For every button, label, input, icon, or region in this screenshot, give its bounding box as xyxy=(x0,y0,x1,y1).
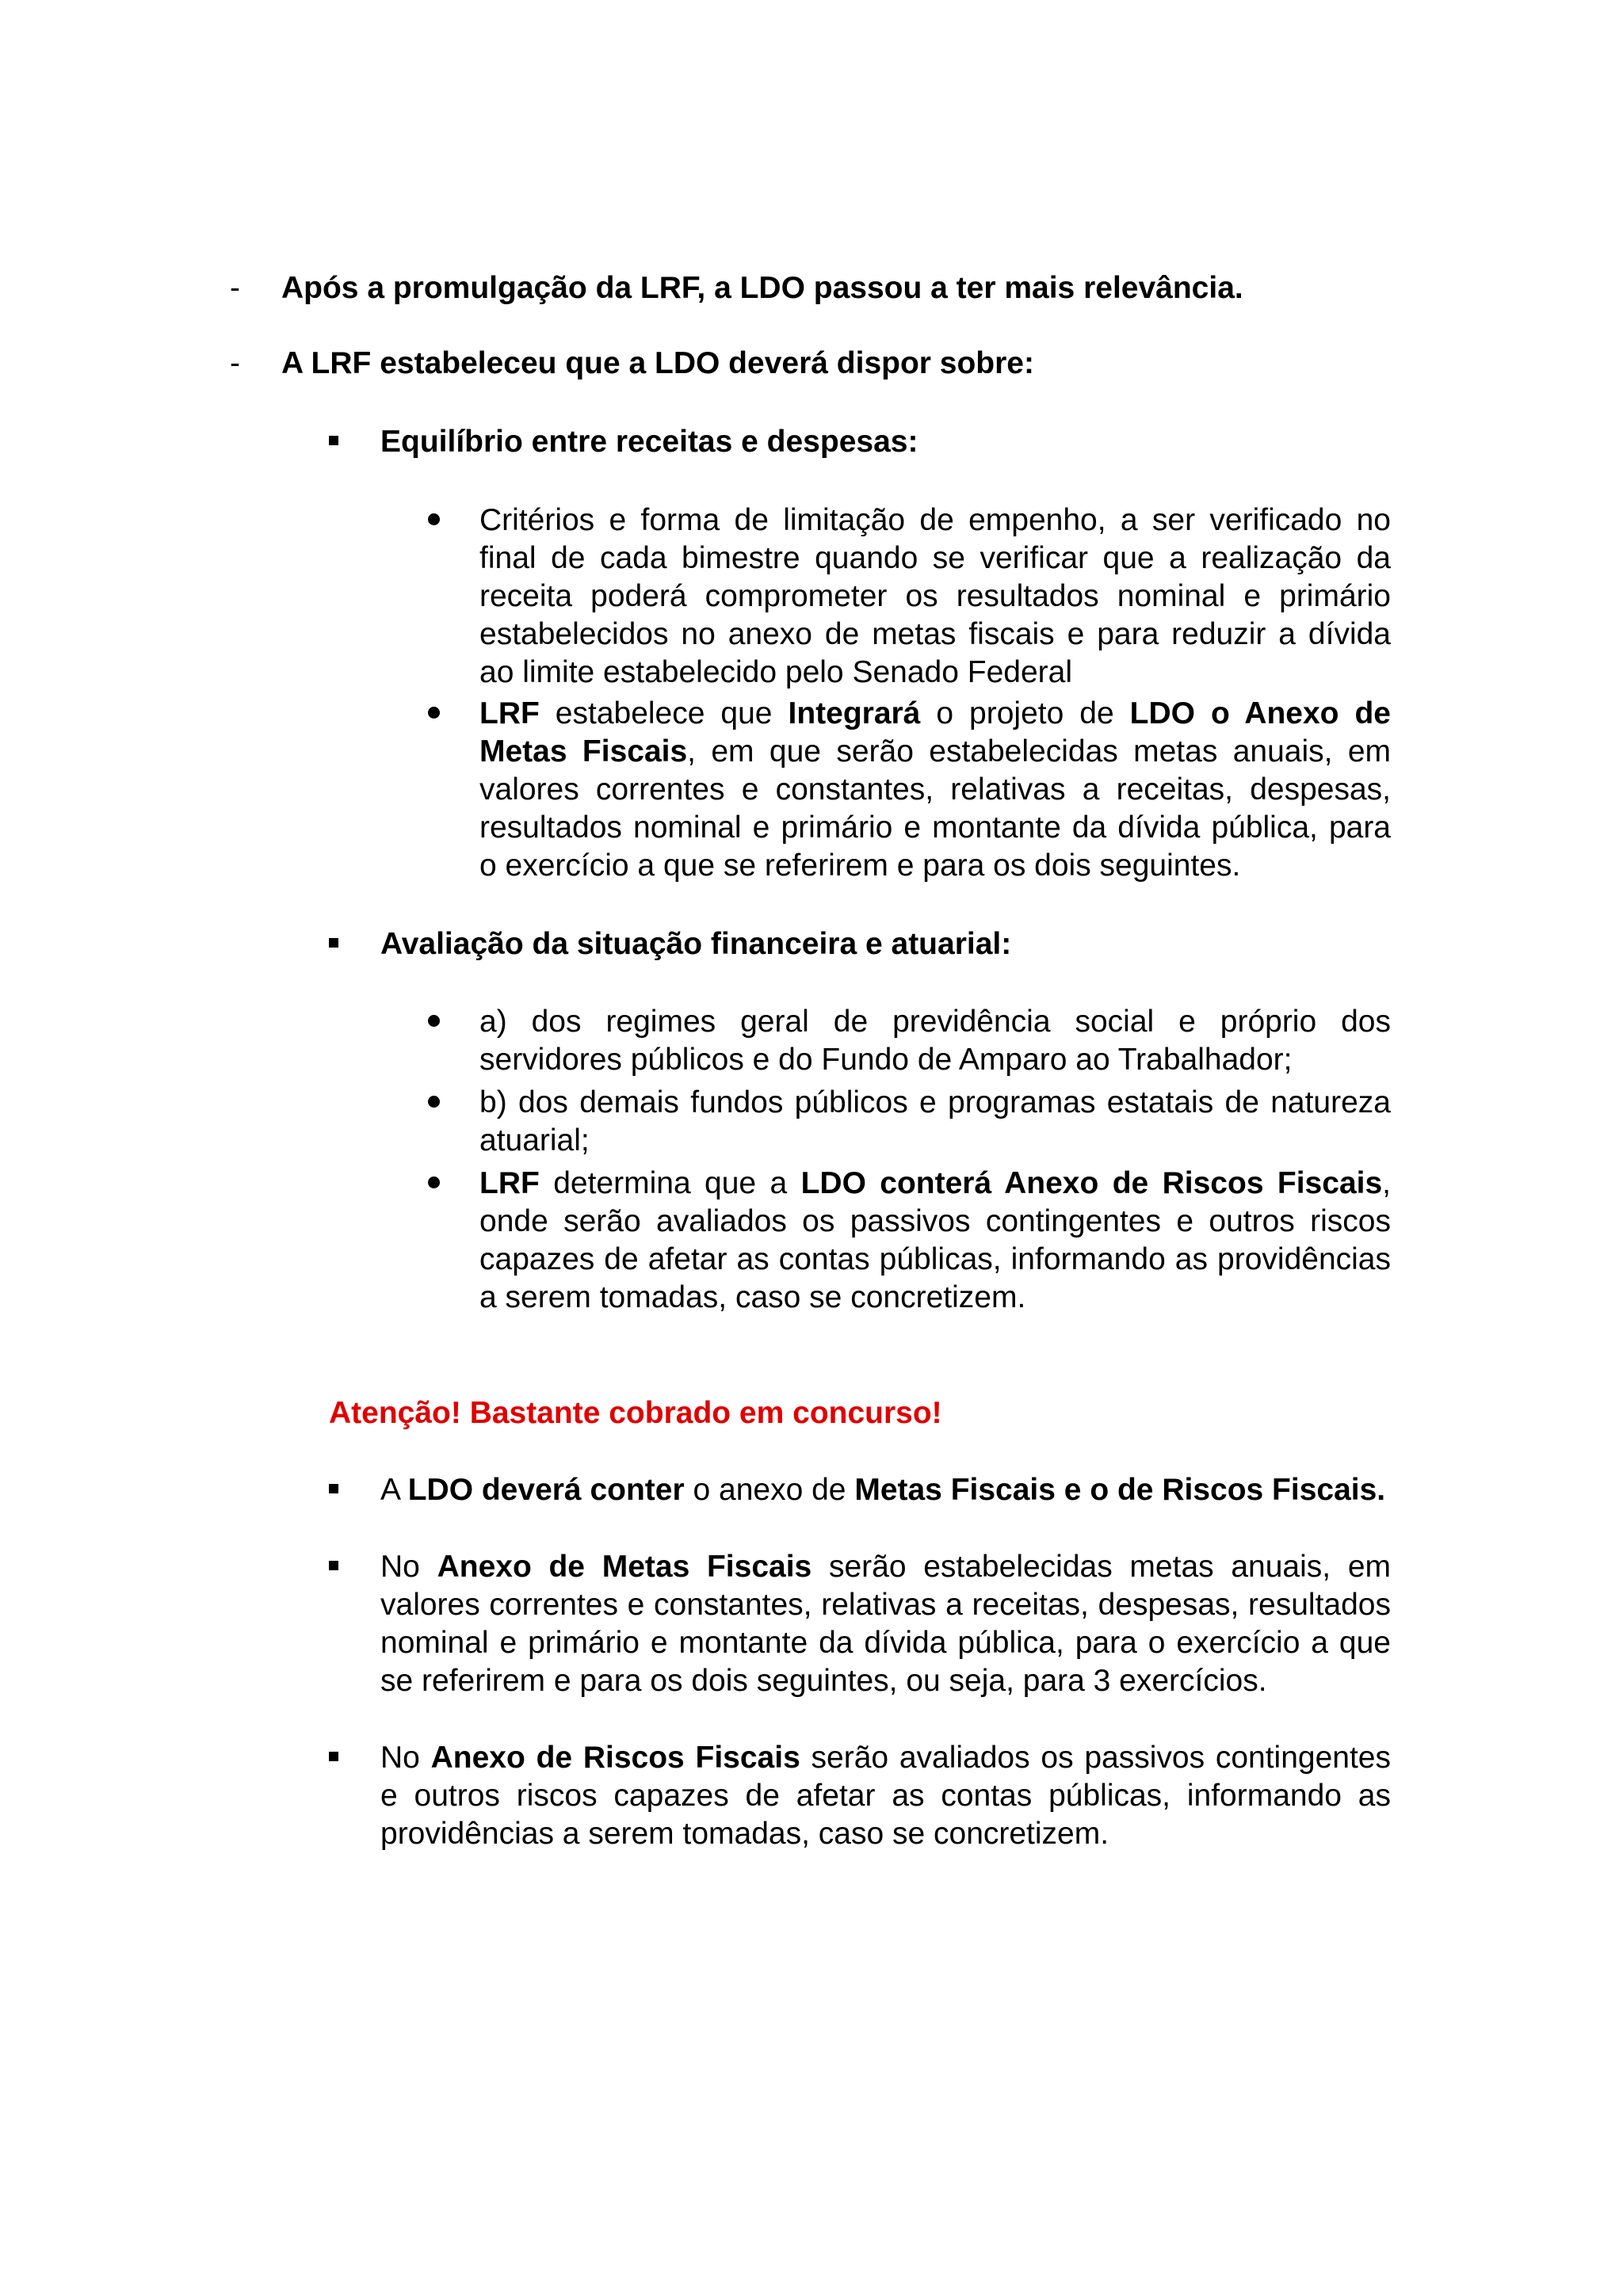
round-bullet-icon xyxy=(428,513,440,525)
square-bullet-icon xyxy=(329,938,338,948)
summary-item-2 xyxy=(329,1548,1391,1700)
bold-text: LDO conterá Anexo de Riscos Fiscais xyxy=(800,1166,1383,1200)
section-1-heading-text: Equilíbrio entre receitas e despesas: xyxy=(380,425,918,459)
section-2-bullet-2-text: b) dos demais fundos públicos e programas estatais de natureza atuarial; xyxy=(479,1085,1391,1158)
round-bullet-icon xyxy=(428,1015,440,1027)
summary-item-3 xyxy=(329,1739,1391,1853)
section-2-heading xyxy=(329,925,1391,963)
section-1-bullet-1 xyxy=(428,502,1391,692)
bold-text: Anexo de Riscos Fiscais xyxy=(430,1741,800,1775)
section-2-bullet-3 xyxy=(428,1165,1391,1317)
section-1-heading xyxy=(329,423,1391,461)
summary-item-3-text: No Anexo de Riscos Fiscais serão avaliados os passivos contingentes e outros riscos capazes de afetar as contas públicas, informando as providências a serem tomadas, caso se concretizem. xyxy=(380,1741,1391,1851)
bold-text: LDO deverá conter xyxy=(407,1473,685,1507)
section-2-bullet-1-text: a) dos regimes geral de previdência social e próprio dos servidores públicos e do Fundo de Amparo ao Trabalhador; xyxy=(479,1005,1391,1077)
square-bullet-icon xyxy=(329,1561,338,1570)
section-1-bullet-1-text: Critérios e forma de limitação de empenho, a ser verificado no final de cada bimestre quando se verificar que a realização da receita poderá comprometer os resultados nominal e primário estabelecidos no anexo de metas fiscais e para reduzir a dívida ao limite estabelecido pelo Senado Federal xyxy=(479,503,1391,689)
attention-note: Atenção! Bastante cobrado em concurso! xyxy=(329,1396,942,1430)
square-bullet-icon xyxy=(329,1752,338,1761)
bold-text: LDO o Anexo de Metas Fiscais xyxy=(479,696,1391,769)
intro-item-2-text: A LRF estabeleceu que a LDO deverá dispor sobre: xyxy=(281,346,1034,380)
round-bullet-icon xyxy=(428,1177,440,1188)
dash-marker: - xyxy=(230,346,240,380)
section-1-bullet-2 xyxy=(428,695,1391,885)
round-bullet-icon xyxy=(428,707,440,719)
section-1-bullet-2-text: LRF estabelece que Integrará o projeto de LDO o Anexo de Metas Fiscais, em que serão estabelecidas metas anuais, em valores correntes e constantes, relativas a receitas, despesas, resultados nominal e primário e montante da dívida pública, para o exercício a que se referirem e para os dois seguintes. xyxy=(479,696,1391,883)
dash-marker: - xyxy=(230,271,240,305)
section-2-heading-text: Avaliação da situação financeira e atuarial: xyxy=(380,927,1012,961)
summary-item-1 xyxy=(329,1471,1391,1509)
square-bullet-icon xyxy=(329,436,338,445)
bold-text: LRF xyxy=(479,696,540,730)
bold-text: Metas Fiscais e o de Riscos Fiscais. xyxy=(854,1473,1386,1507)
bold-text: Integrará xyxy=(788,696,921,730)
intro-item-1-text: Após a promulgação da LRF, a LDO passou a ter mais relevância. xyxy=(281,271,1243,305)
section-2-bullet-3-text: LRF determina que a LDO conterá Anexo de Riscos Fiscais, onde serão avaliados os passivos contingentes e outros riscos capazes de afetar as contas públicas, informando as providências a serem tomadas, caso se concretizem. xyxy=(479,1166,1391,1314)
summary-item-2-text: No Anexo de Metas Fiscais serão estabelecidas metas anuais, em valores correntes e constantes, relativas a receitas, despesas, resultados nominal e primário e montante da dívida pública, para o exercício a que se referirem e para os dois seguintes, ou seja, para 3 exercícios. xyxy=(380,1550,1391,1698)
bold-text: LRF xyxy=(479,1166,540,1200)
round-bullet-icon xyxy=(428,1096,440,1108)
square-bullet-icon xyxy=(329,1484,338,1493)
bold-text: Anexo de Metas Fiscais xyxy=(437,1550,812,1584)
section-2-bullet-2 xyxy=(428,1084,1391,1160)
section-2-bullet-1 xyxy=(428,1003,1391,1079)
summary-item-1-text: A LDO deverá conter o anexo de Metas Fiscais e o de Riscos Fiscais. xyxy=(380,1473,1386,1507)
